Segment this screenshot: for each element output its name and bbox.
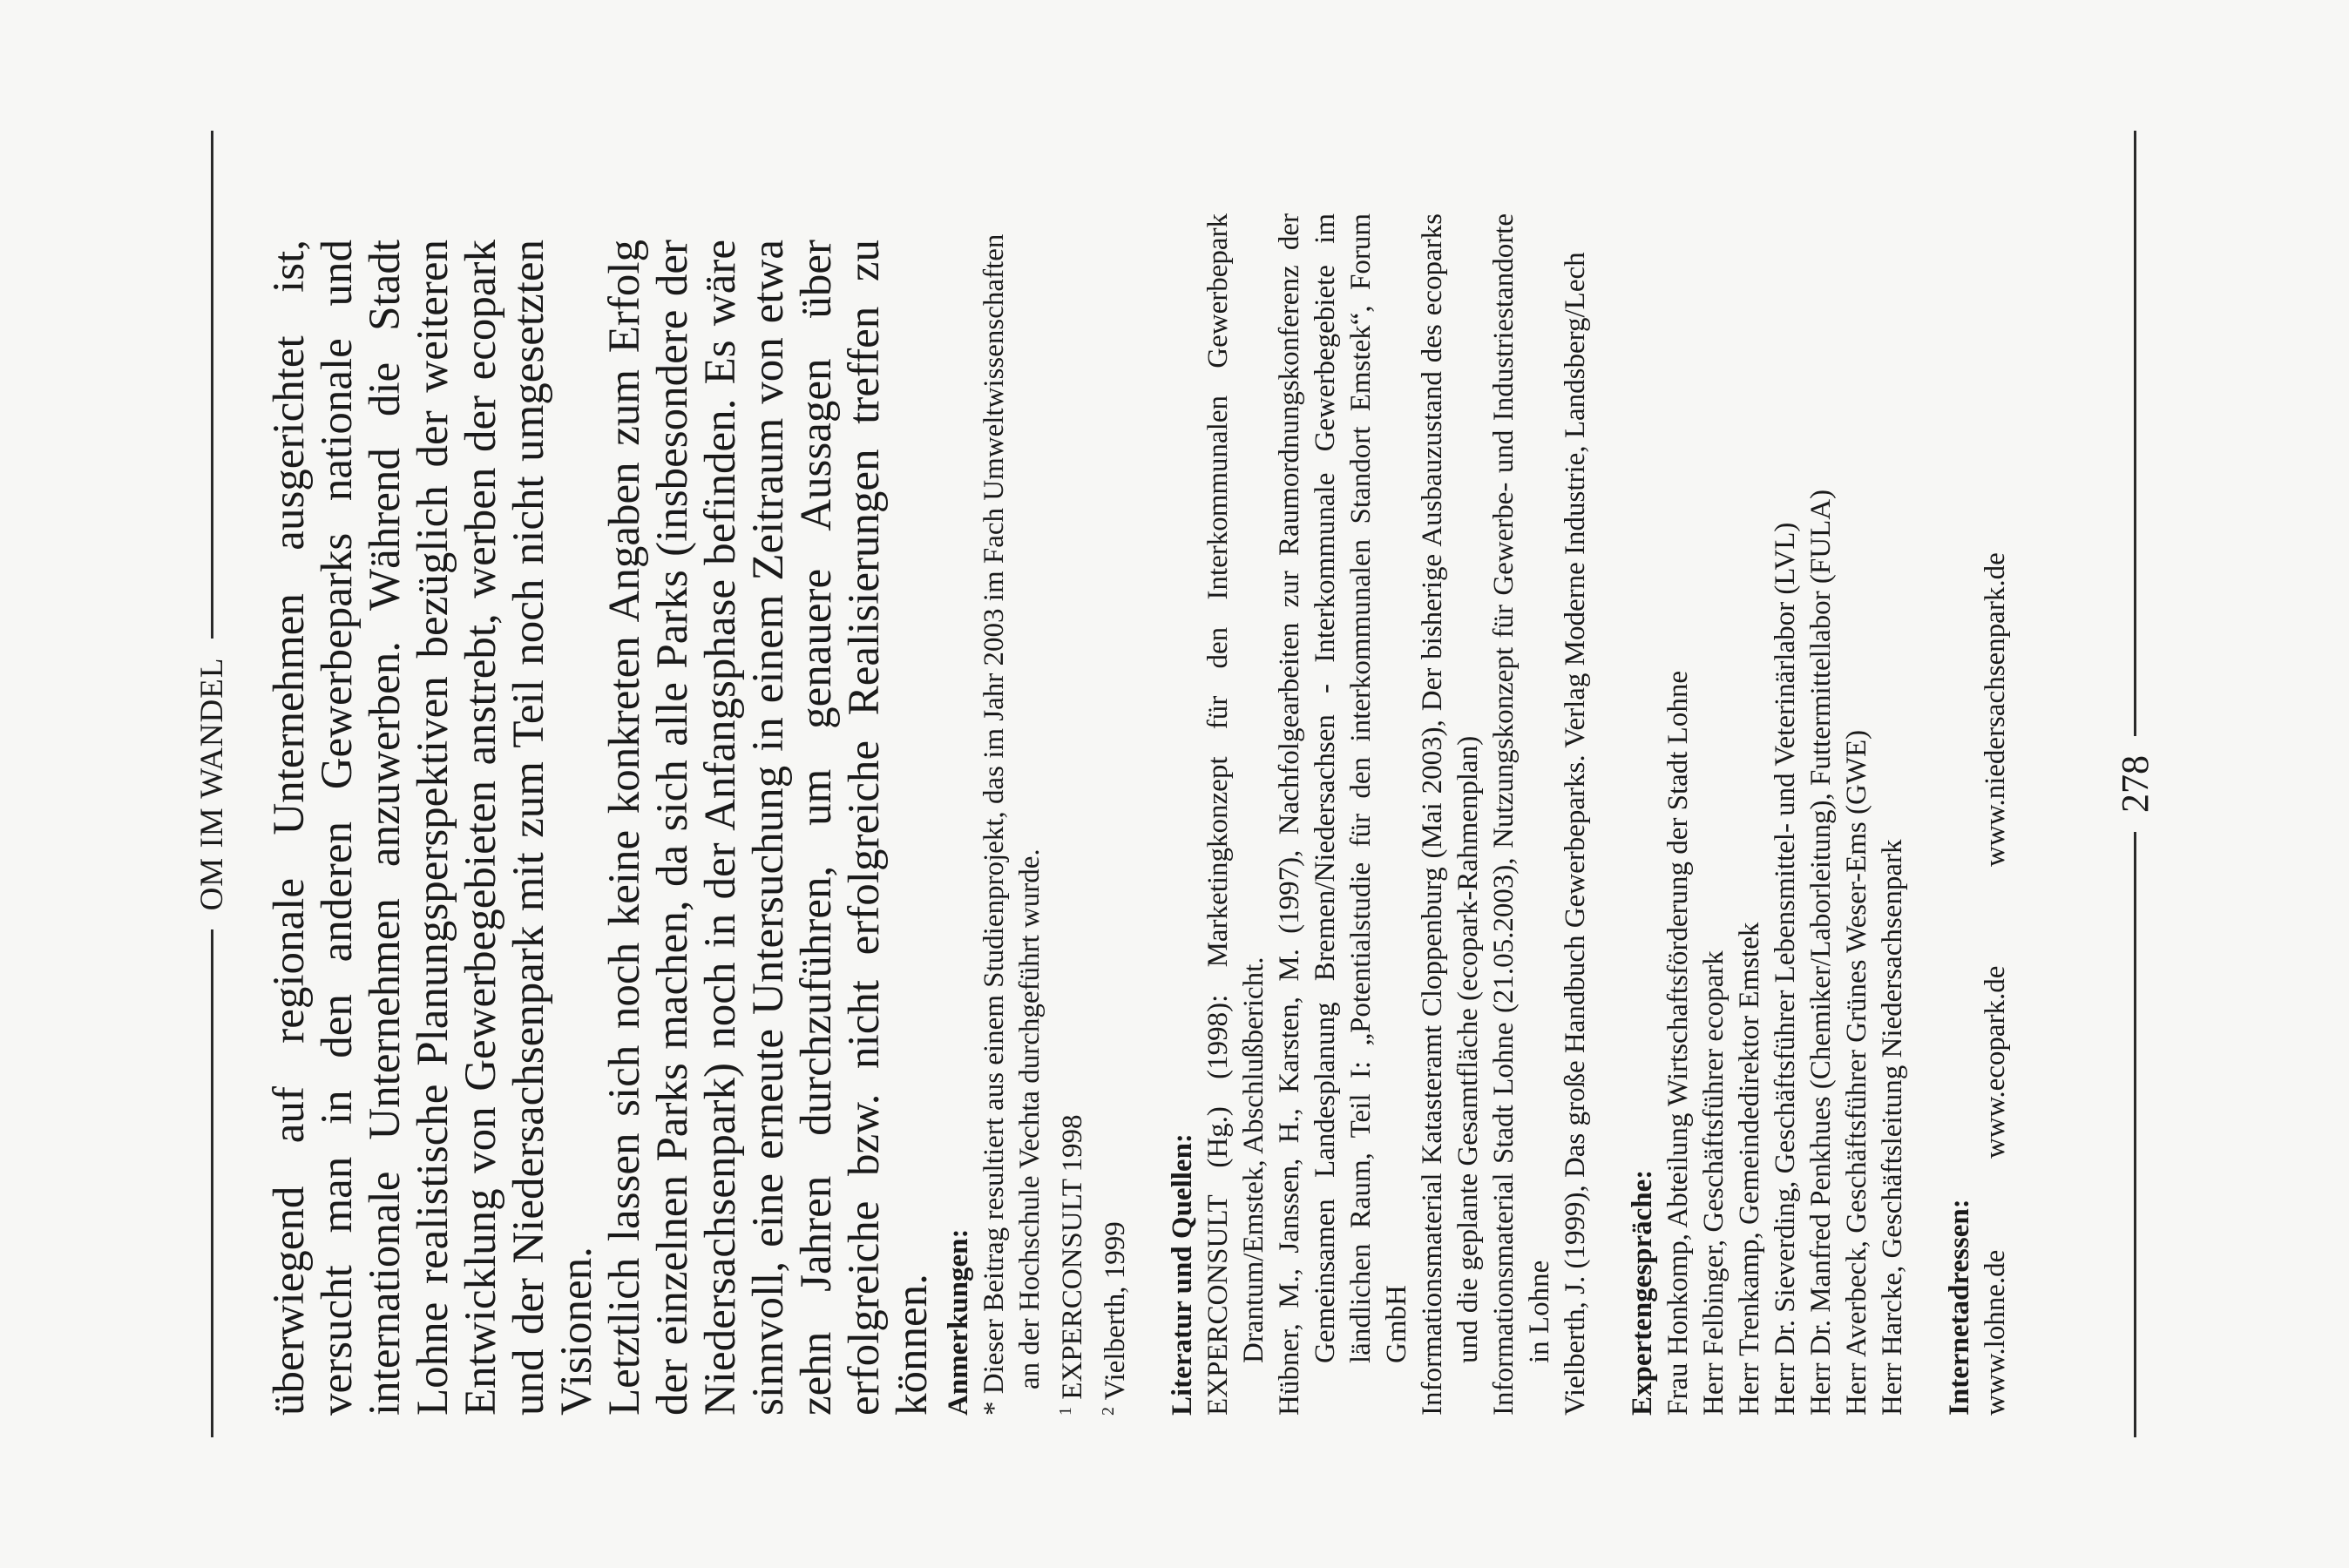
reference-item: Hübner, M., Janssen, H., Karsten, M. (1997), Nachfolgearbeiten zur Raumordnungskonferenz der Gemeinsamen Landesplanung Bremen/Niedersachsen - Interkommunale Gewerbegebiete im ländlichen Raum, Teil I: „Potentialstudie für den interkommunalen Standort Emstek“, Forum GmbH [1274, 213, 1412, 1416]
footnote-text: EXPERCONSULT 1998 [1057, 1114, 1088, 1400]
footnote-text: Vielberth, 1999 [1100, 1221, 1131, 1401]
url-niedersachsenpark[interactable]: www.niedersachsenpark.de [1980, 552, 2011, 867]
header-rule-left [211, 929, 213, 1437]
expert-item: Herr Averbeck, Geschäftsführer Grünes Weser-Ems (GWE) [1841, 729, 1872, 1416]
footer-rule-left [2134, 832, 2136, 1437]
footnote-item [1048, 213, 1091, 1416]
reference-item: Informationsmaterial Stadt Lohne (21.05.2003), Nutzungskonzept für Gewerbe- und Industriestandorte in Lohne [1488, 213, 1555, 1416]
footnote-mark: 2 [1099, 1407, 1118, 1416]
expert-item: Herr Harcke, Geschäftsleitung Niedersachsenpark [1877, 839, 1908, 1416]
page-footer [2113, 131, 2157, 1437]
header-rule-right [211, 131, 213, 639]
header-title: OM IM WANDEL [194, 657, 230, 911]
url-list [1978, 213, 2014, 1416]
running-header [193, 131, 231, 1437]
expert-item: Herr Dr. Sieverding, Geschäftsführer Lebensmittel- und Veterinärlabor (LVL) [1770, 522, 1801, 1416]
footnote-text: Dieser Beitrag resultiert aus einem Studienprojekt, das im Jahr 2003 im Fach Umweltwissenschaften an der Hochschule Vechta durchgeführt wurde. [978, 233, 1046, 1395]
internet-section [1942, 213, 2014, 1416]
literatur-section [1165, 213, 1594, 1416]
expert-item: Herr Dr. Manfred Penkhues (Chemiker/Laborleitung), Futtermittellabor (FULA) [1805, 489, 1837, 1416]
reference-item: Informationsmaterial Katasteramt Cloppenburg (Mai 2003), Der bisherige Ausbauzustand des ecoparks und die geplante Gesamtfläche (ecopark-Rahmenplan) [1417, 213, 1484, 1416]
expert-item: Herr Trenkamp, Gemeindedirektor Emstek [1734, 922, 1765, 1416]
footnote-mark: 1 [1056, 1407, 1075, 1416]
footer-rule-right [2134, 131, 2136, 736]
anmerkungen-title: Anmerkungen: [943, 1228, 974, 1416]
page-number: 278 [2114, 755, 2156, 813]
body-paragraph-2: Letztlich lassen sich noch keine konkreten Angaben zum Erfolg der einzelnen Parks machen, da sich alle Parks (insbesondere der Niedersachsenpark) noch in der Anfangsphase befinden. Es wäre sinnvoll, eine erneute Untersuchung in einem Zeitraum von etwa zehn Jahren durchzuführen, um genauere Aussagen über erfolgreiche bzw. nicht erfolgreiche Realisierungen treffen zu können. [600, 240, 937, 1416]
experten-title: Expertengespräche: [1627, 1169, 1658, 1416]
reference-item: Vielberth, J. (1999), Das große Handbuch Gewerbeparks. Verlag Moderne Industrie, Landsberg/Lech [1560, 252, 1591, 1416]
experten-section [1625, 213, 1911, 1416]
internet-title: Internetadressen: [1944, 1199, 1975, 1416]
reference-item: EXPERCONSULT (Hg.) (1998): Marketingkonzept für den Interkommunalen Gewerbepark Drantum/Emstek, Abschlußbericht. [1202, 213, 1269, 1416]
url-lohne[interactable]: www.lohne.de [1980, 1249, 2011, 1416]
expert-item: Frau Honkomp, Abteilung Wirtschaftsförderung der Stadt Lohne [1662, 671, 1694, 1416]
body-paragraph-1: überwiegend auf regionale Unternehmen ausgerichtet ist, versucht man in den anderen Gewerbeparks nationale und internationale Unternehmen anzuwerben. Während die Stadt Lohne realistische Planungsperspektiven bezüglich der weiteren Entwicklung von Gewerbegebieten anstrebt, werben der ecopark und der Niedersachsenpark mit zum Teil noch nicht umgesetzten Visionen. [265, 240, 601, 1416]
body-text [266, 240, 937, 1416]
literatur-title: Literatur und Quellen: [1167, 1133, 1198, 1416]
expert-item: Herr Felbinger, Geschäftsführer ecopark [1698, 950, 1730, 1416]
footnote-item [977, 213, 1048, 1416]
footnote-item [1091, 213, 1134, 1416]
footnote-mark: * [978, 1401, 1010, 1416]
anmerkungen-section [941, 213, 1134, 1416]
notes-section [941, 213, 2045, 1416]
url-ecopark[interactable]: www.ecopark.de [1980, 965, 2011, 1159]
